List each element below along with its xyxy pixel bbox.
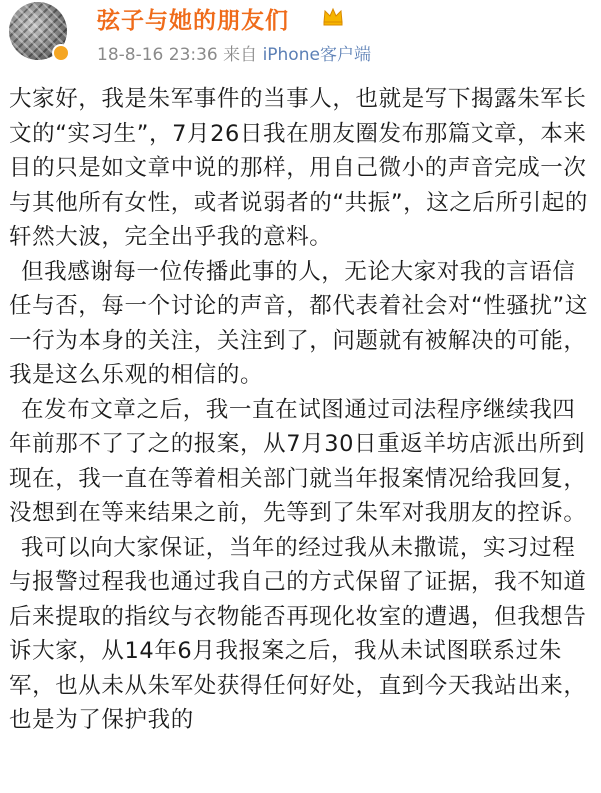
source-prefix: 来自 — [223, 45, 258, 65]
post-paragraph: 我可以向大家保证，当年的经过我从未撒谎，实习过程与报警过程我也通过我自己的方式保留了证据，我不知道后来提取的指纹与衣物能否再现化妆室的遭遇，但我想告诉大家，从14年6月我报案之后，我从未试图联系过朱军，也从未从朱军处获得任何好处，直到今天我站出来，也是为了保护我的 — [9, 534, 587, 733]
post-timestamp: 18-8-16 23:36 — [97, 45, 218, 65]
username[interactable]: 弦子与她的朋友们 — [97, 8, 289, 34]
post-meta — [97, 40, 371, 65]
verified-badge-icon — [52, 44, 70, 62]
post-paragraph: 大家好，我是朱军事件的当事人，也就是写下揭露朱军长文的“实习生”，7月26日我在朋友圈发布那篇文章，本来目的只是如文章中说的那样，用自己微小的声音完成一次与其他所有女性，或者说弱者的“共振”，这之后所引起的轩然大波，完全出乎我的意料。 — [9, 86, 588, 250]
post-paragraph: 但我感谢每一位传播此事的人，无论大家对我的言语信任与否，每一个讨论的声音，都代表着社会对“性骚扰”这一行为本身的关注，关注到了，问题就有被解决的可能，我是这么乐观的相信的。 — [9, 258, 588, 388]
post-body — [9, 82, 597, 738]
post-header — [0, 0, 601, 76]
post-paragraph: 在发布文章之后，我一直在试图通过司法程序继续我四年前那不了了之的报案，从7月30日重返羊坊店派出所到现在，我一直在等着相关部门就当年报案情况给我回复，没想到在等来结果之前，先等到了朱军对我朋友的控诉。 — [9, 396, 587, 526]
device-source-link[interactable]: iPhone客户端 — [262, 45, 371, 65]
vip-crown-icon[interactable] — [322, 6, 344, 26]
